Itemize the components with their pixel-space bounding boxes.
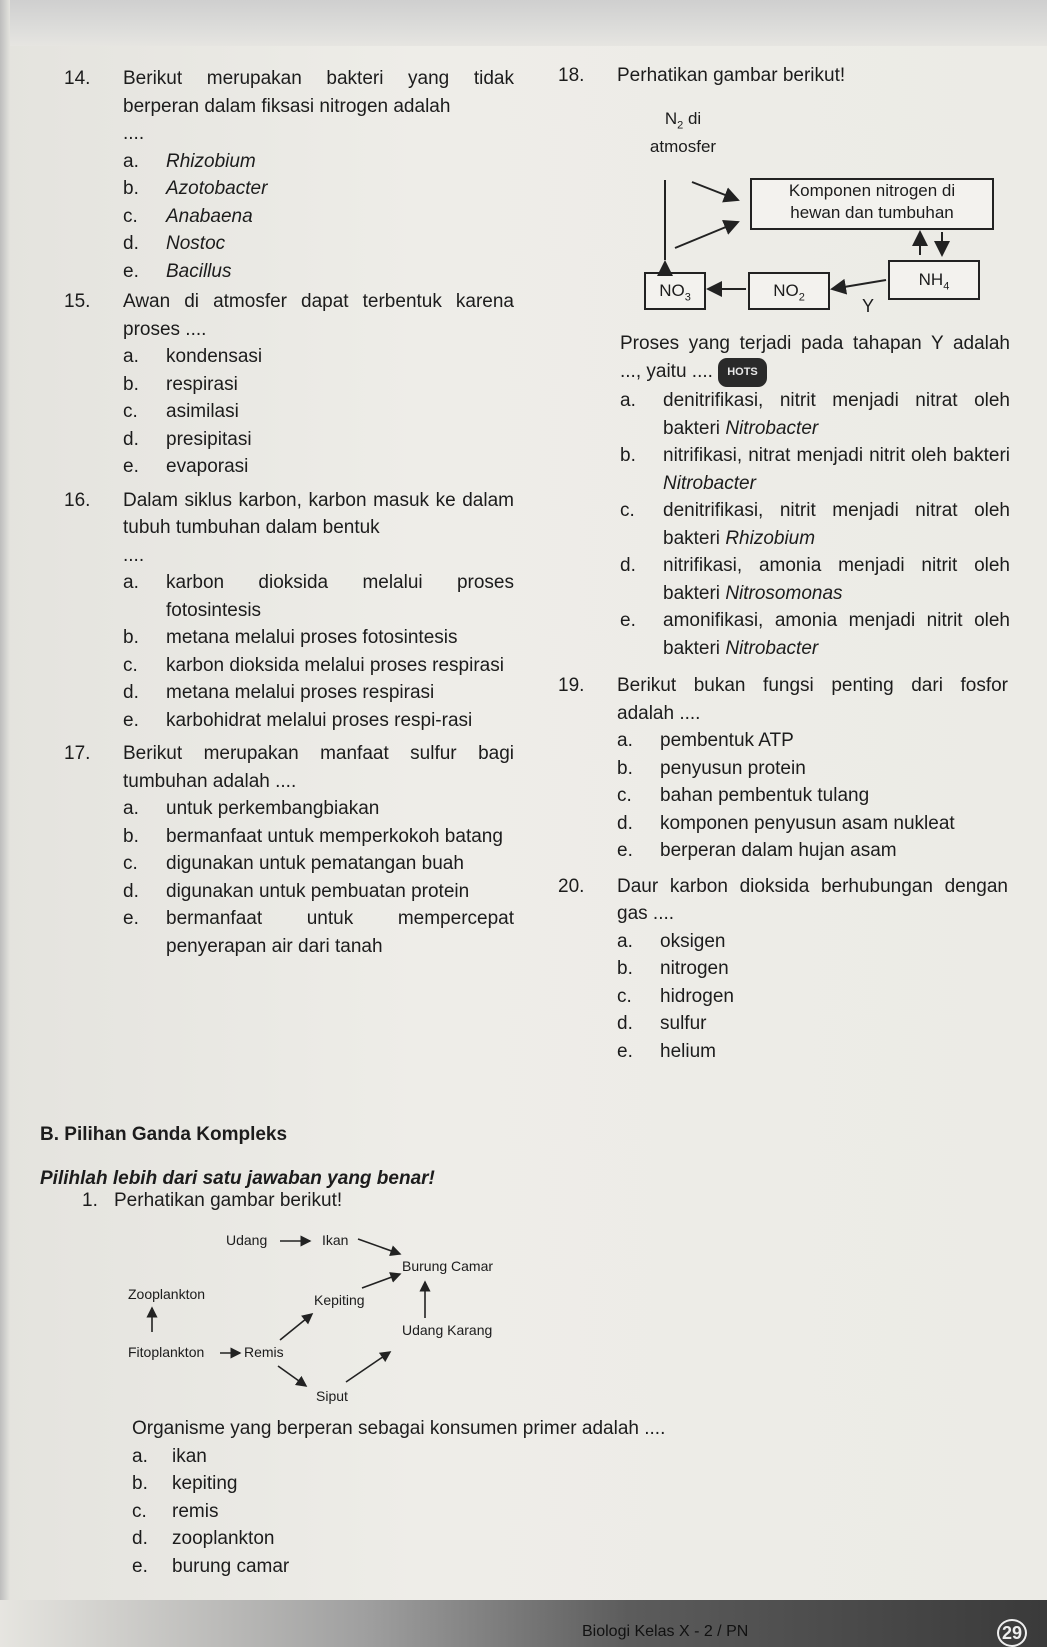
question-stem: Berikut bukan fungsi penting dari fosfor adalah .... bbox=[617, 675, 1008, 724]
nitrogen-cycle-diagram bbox=[620, 100, 1020, 320]
option[interactable]: d. metana melalui proses respirasi bbox=[123, 682, 435, 703]
question-stem: Berikut merupakan bakteri yang tidak berperan dalam fiksasi nitrogen adalah bbox=[123, 68, 514, 117]
question-20 bbox=[558, 873, 1008, 1066]
option[interactable]: c. hidrogen bbox=[617, 985, 734, 1007]
option[interactable]: b. Azotobacter bbox=[123, 178, 268, 199]
option[interactable]: c. asimilasi bbox=[123, 401, 239, 422]
left-paper-edge bbox=[0, 0, 10, 1647]
node-ikan: Ikan bbox=[322, 1232, 349, 1248]
food-web-arrows bbox=[120, 1222, 540, 1412]
question-16 bbox=[64, 487, 514, 735]
option[interactable]: b. nitrogen bbox=[617, 958, 729, 979]
option[interactable]: a. ikan bbox=[132, 1445, 207, 1467]
question-stem: Perhatikan gambar berikut! bbox=[617, 65, 846, 86]
question-18-header bbox=[558, 62, 1018, 90]
option[interactable]: a. karbon dioksida melalui proses fotosintesis bbox=[123, 572, 514, 621]
option[interactable]: b. nitrifikasi, nitrat menjadi nitrit oleh bakteri Nitrobacter bbox=[620, 445, 1010, 494]
question-stem: Berikut merupakan manfaat sulfur bagi tumbuhan adalah .... bbox=[123, 743, 514, 792]
question-number: 15. bbox=[64, 291, 91, 312]
option[interactable]: b. metana melalui proses fotosintesis bbox=[123, 627, 458, 648]
question-number: 17. bbox=[64, 743, 91, 764]
answer-blank: .... bbox=[123, 544, 145, 566]
option[interactable]: a. denitrifikasi, nitrit menjadi nitrat oleh bakteri Nitrobacter bbox=[620, 390, 1010, 439]
option[interactable]: d. nitrifikasi, amonia menjadi nitrit oleh bakteri Nitrosomonas bbox=[620, 555, 1010, 604]
question-17 bbox=[64, 740, 514, 960]
no3-box: $NO_3$ bbox=[644, 272, 706, 310]
node-siput: Siput bbox=[316, 1388, 348, 1404]
question-number: 20. bbox=[558, 875, 585, 897]
section-instruction: Pilihlah lebih dari satu jawaban yang benar! bbox=[40, 1168, 435, 1189]
option[interactable]: c. Anabaena bbox=[123, 205, 253, 227]
no2-box: $NO_2$ bbox=[748, 272, 830, 310]
option[interactable]: e. karbohidrat melalui proses respi-rasi bbox=[123, 709, 473, 731]
option[interactable]: d. zooplankton bbox=[132, 1528, 275, 1549]
option[interactable]: e. evaporasi bbox=[123, 456, 249, 477]
right-column-lower bbox=[558, 672, 1008, 1065]
arrow-to-komponen bbox=[675, 222, 738, 248]
node-fitoplankton: Fitoplankton bbox=[128, 1344, 205, 1360]
question-stem: Perhatikan gambar berikut! bbox=[114, 1190, 343, 1211]
option[interactable]: a. kondensasi bbox=[123, 346, 263, 367]
option[interactable]: c. karbon dioksida melalui proses respirasi bbox=[123, 654, 504, 676]
top-paper-edge bbox=[0, 0, 1047, 46]
node-udang-karang: Udang Karang bbox=[402, 1322, 493, 1338]
answer-blank: .... bbox=[123, 123, 145, 144]
node-burung-camar: Burung Camar bbox=[402, 1258, 494, 1274]
question-stem: Organisme yang berperan sebagai konsumen primer adalah .... bbox=[132, 1418, 666, 1439]
option[interactable]: e. Bacillus bbox=[123, 260, 232, 282]
question-number: 18. bbox=[558, 65, 585, 86]
option[interactable]: d. presipitasi bbox=[123, 428, 252, 450]
arrow-n2-komponen bbox=[692, 182, 738, 200]
n2-atmosphere-label: $N_2$ di atmosfer bbox=[649, 109, 717, 157]
left-column bbox=[64, 65, 514, 960]
komponen-nitrogen-box: Komponen nitrogen di hewan dan tumbuhan bbox=[750, 178, 994, 230]
hots-badge: HOTS bbox=[718, 358, 767, 388]
option[interactable]: e. amonifikasi, amonia menjadi nitrit oleh bakteri Nitrobacter bbox=[620, 610, 1010, 659]
option[interactable]: e. helium bbox=[617, 1040, 716, 1062]
option[interactable]: e. burung camar bbox=[132, 1555, 290, 1577]
diagram-arrows bbox=[620, 100, 1020, 320]
node-udang: Udang bbox=[226, 1232, 268, 1248]
option[interactable]: d. Nostoc bbox=[123, 233, 226, 254]
question-b1-body bbox=[132, 1415, 992, 1580]
question-stem: Dalam siklus karbon, karbon masuk ke dalam tubuh tumbuhan dalam bentuk bbox=[123, 489, 514, 538]
nh4-box: $NH_4$ bbox=[888, 260, 980, 300]
question-stem: Daur karbon dioksida berhubungan dengan gas .... bbox=[617, 875, 1008, 924]
option[interactable]: b. penyusun protein bbox=[617, 757, 806, 779]
option[interactable]: c. denitrifikasi, nitrit menjadi nitrat oleh bakteri Rhizobium bbox=[620, 500, 1010, 549]
section-heading: B. Pilihan Ganda Kompleks bbox=[40, 1124, 288, 1145]
question-stem: Proses yang terjadi pada tahapan Y adalah ..., yaitu .... HOTS bbox=[620, 330, 1010, 387]
question-number: 14. bbox=[64, 68, 91, 89]
question-number: 16. bbox=[64, 489, 91, 511]
question-18-body bbox=[620, 330, 1010, 662]
option[interactable]: b. bermanfaat untuk memperkokoh batang bbox=[123, 825, 503, 847]
question-number: 19. bbox=[558, 675, 585, 696]
option[interactable]: d. sulfur bbox=[617, 1013, 707, 1034]
option[interactable]: c. remis bbox=[132, 1500, 219, 1522]
option[interactable]: c. digunakan untuk pematangan buah bbox=[123, 853, 464, 874]
node-kepiting: Kepiting bbox=[314, 1292, 365, 1308]
option[interactable]: c. bahan pembentuk tulang bbox=[617, 785, 870, 806]
option[interactable]: d. digunakan untuk pembuatan protein bbox=[123, 880, 470, 902]
option[interactable]: a. pembentuk ATP bbox=[617, 730, 794, 751]
option[interactable]: a. oksigen bbox=[617, 930, 726, 952]
option[interactable]: b. respirasi bbox=[123, 373, 238, 395]
option[interactable]: d. komponen penyusun asam nukleat bbox=[617, 812, 955, 834]
question-14 bbox=[64, 65, 514, 285]
footer-text: Biologi Kelas X - 2 / PN bbox=[582, 1623, 749, 1640]
option[interactable]: a. untuk perkembangbiakan bbox=[123, 798, 380, 819]
page-number: 29 bbox=[997, 1619, 1027, 1647]
node-remis: Remis bbox=[244, 1344, 284, 1360]
stage-y-label: Y bbox=[862, 296, 875, 316]
section-b bbox=[40, 1120, 1000, 1194]
option[interactable]: a. Rhizobium bbox=[123, 150, 256, 172]
option[interactable]: b. kepiting bbox=[132, 1473, 238, 1494]
option[interactable]: e. bermanfaat untuk mempercepat penyerapan air dari tanah bbox=[123, 908, 514, 957]
node-zooplankton: Zooplankton bbox=[128, 1286, 206, 1302]
option[interactable]: e. berperan dalam hujan asam bbox=[617, 840, 897, 861]
question-number: 1. bbox=[82, 1190, 98, 1211]
question-15 bbox=[64, 288, 514, 481]
food-web-diagram bbox=[120, 1222, 540, 1412]
question-19 bbox=[558, 672, 1008, 865]
arrow-nh4-no2 bbox=[832, 280, 886, 289]
question-stem: Awan di atmosfer dapat terbentuk karena proses .... bbox=[123, 291, 514, 340]
footer-bar bbox=[0, 1600, 1047, 1647]
